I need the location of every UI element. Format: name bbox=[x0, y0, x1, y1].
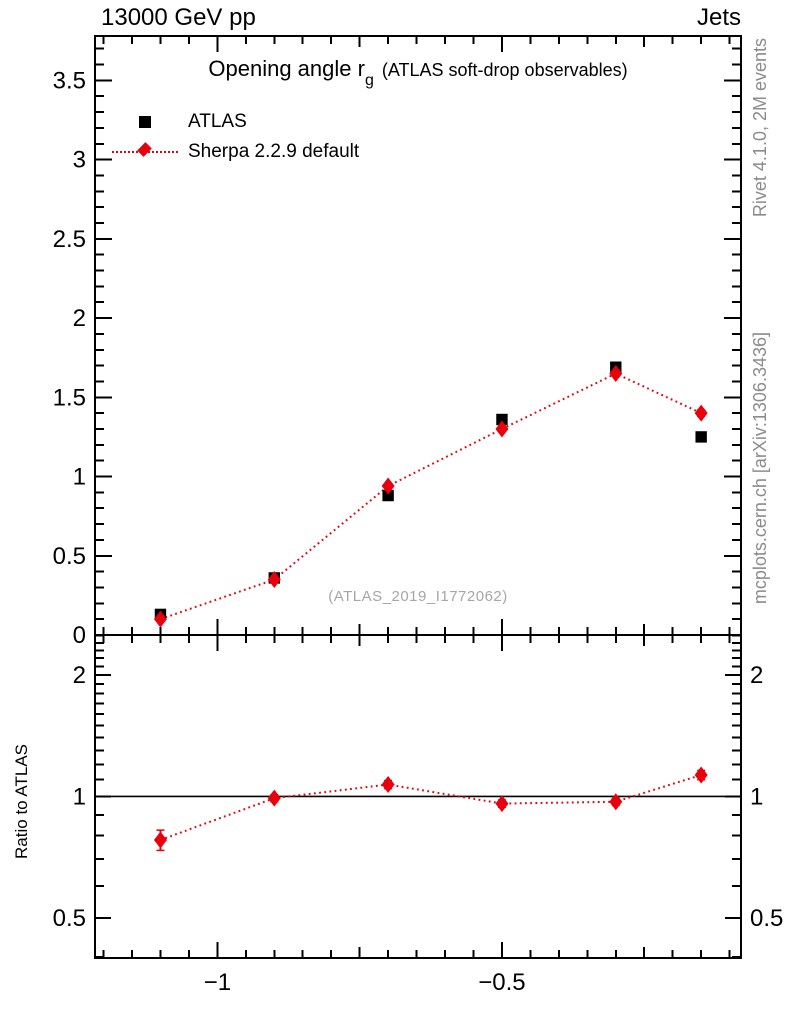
main-y-tick-label: 1.5 bbox=[52, 384, 86, 412]
main-y-tick-label: 0 bbox=[72, 622, 86, 649]
atlas-data-point bbox=[695, 431, 706, 442]
plot-title bbox=[95, 56, 741, 89]
beam-energy-label: 13000 GeV pp bbox=[101, 4, 256, 31]
x-tick-label: −0.5 bbox=[478, 969, 526, 996]
ratio-data-point bbox=[495, 795, 508, 812]
ratio-y-tick-label-right: 2 bbox=[750, 661, 764, 689]
plot-title-main: Opening angle r bbox=[208, 56, 365, 81]
atlas-square-marker-icon bbox=[112, 116, 178, 128]
legend-label-atlas: ATLAS bbox=[188, 111, 247, 132]
ratio-axis-title: Ratio to ATLAS bbox=[12, 744, 31, 859]
plot-title-subscript: g bbox=[364, 72, 374, 89]
x-tick-label: −1 bbox=[203, 969, 232, 996]
process-label: Jets bbox=[696, 4, 741, 31]
legend-item-sherpa bbox=[112, 137, 359, 167]
generator-version-note: Rivet 4.1.0, 2M events bbox=[750, 38, 770, 218]
sherpa-ratio-line bbox=[160, 775, 701, 840]
ratio-data-point bbox=[268, 790, 281, 807]
legend-item-atlas bbox=[112, 107, 359, 137]
mcplots-reference-note: mcplots.cern.ch [arXiv:1306.3436] bbox=[750, 332, 770, 605]
main-y-tick-label: 2 bbox=[72, 305, 86, 333]
ratio-data-point bbox=[382, 776, 395, 793]
ratio-y-tick-label-right: 1 bbox=[750, 783, 764, 811]
plot-title-detail: (ATLAS soft-drop observables) bbox=[381, 60, 628, 80]
ratio-y-tick-label-left: 2 bbox=[72, 661, 86, 689]
ratio-y-tick-label-left: 1 bbox=[72, 783, 86, 811]
ratio-y-tick-label-left: 0.5 bbox=[52, 904, 86, 932]
sherpa-main-line bbox=[160, 374, 701, 620]
legend bbox=[112, 107, 359, 167]
sherpa-data-point bbox=[695, 405, 708, 422]
main-y-tick-label: 0.5 bbox=[52, 542, 86, 570]
main-y-tick-label: 3.5 bbox=[52, 67, 86, 95]
main-y-tick-label: 1 bbox=[72, 463, 86, 491]
sherpa-diamond-marker-icon bbox=[112, 151, 178, 153]
ratio-data-point bbox=[154, 831, 167, 848]
legend-label-sherpa: Sherpa 2.2.9 default bbox=[188, 141, 360, 162]
ratio-data-point bbox=[695, 766, 708, 783]
analysis-id-watermark: (ATLAS_2019_I1772062) bbox=[328, 588, 508, 605]
main-y-tick-label: 2.5 bbox=[52, 225, 86, 253]
main-y-tick-label: 3 bbox=[72, 146, 86, 174]
ratio-y-tick-label-right: 0.5 bbox=[750, 904, 784, 932]
